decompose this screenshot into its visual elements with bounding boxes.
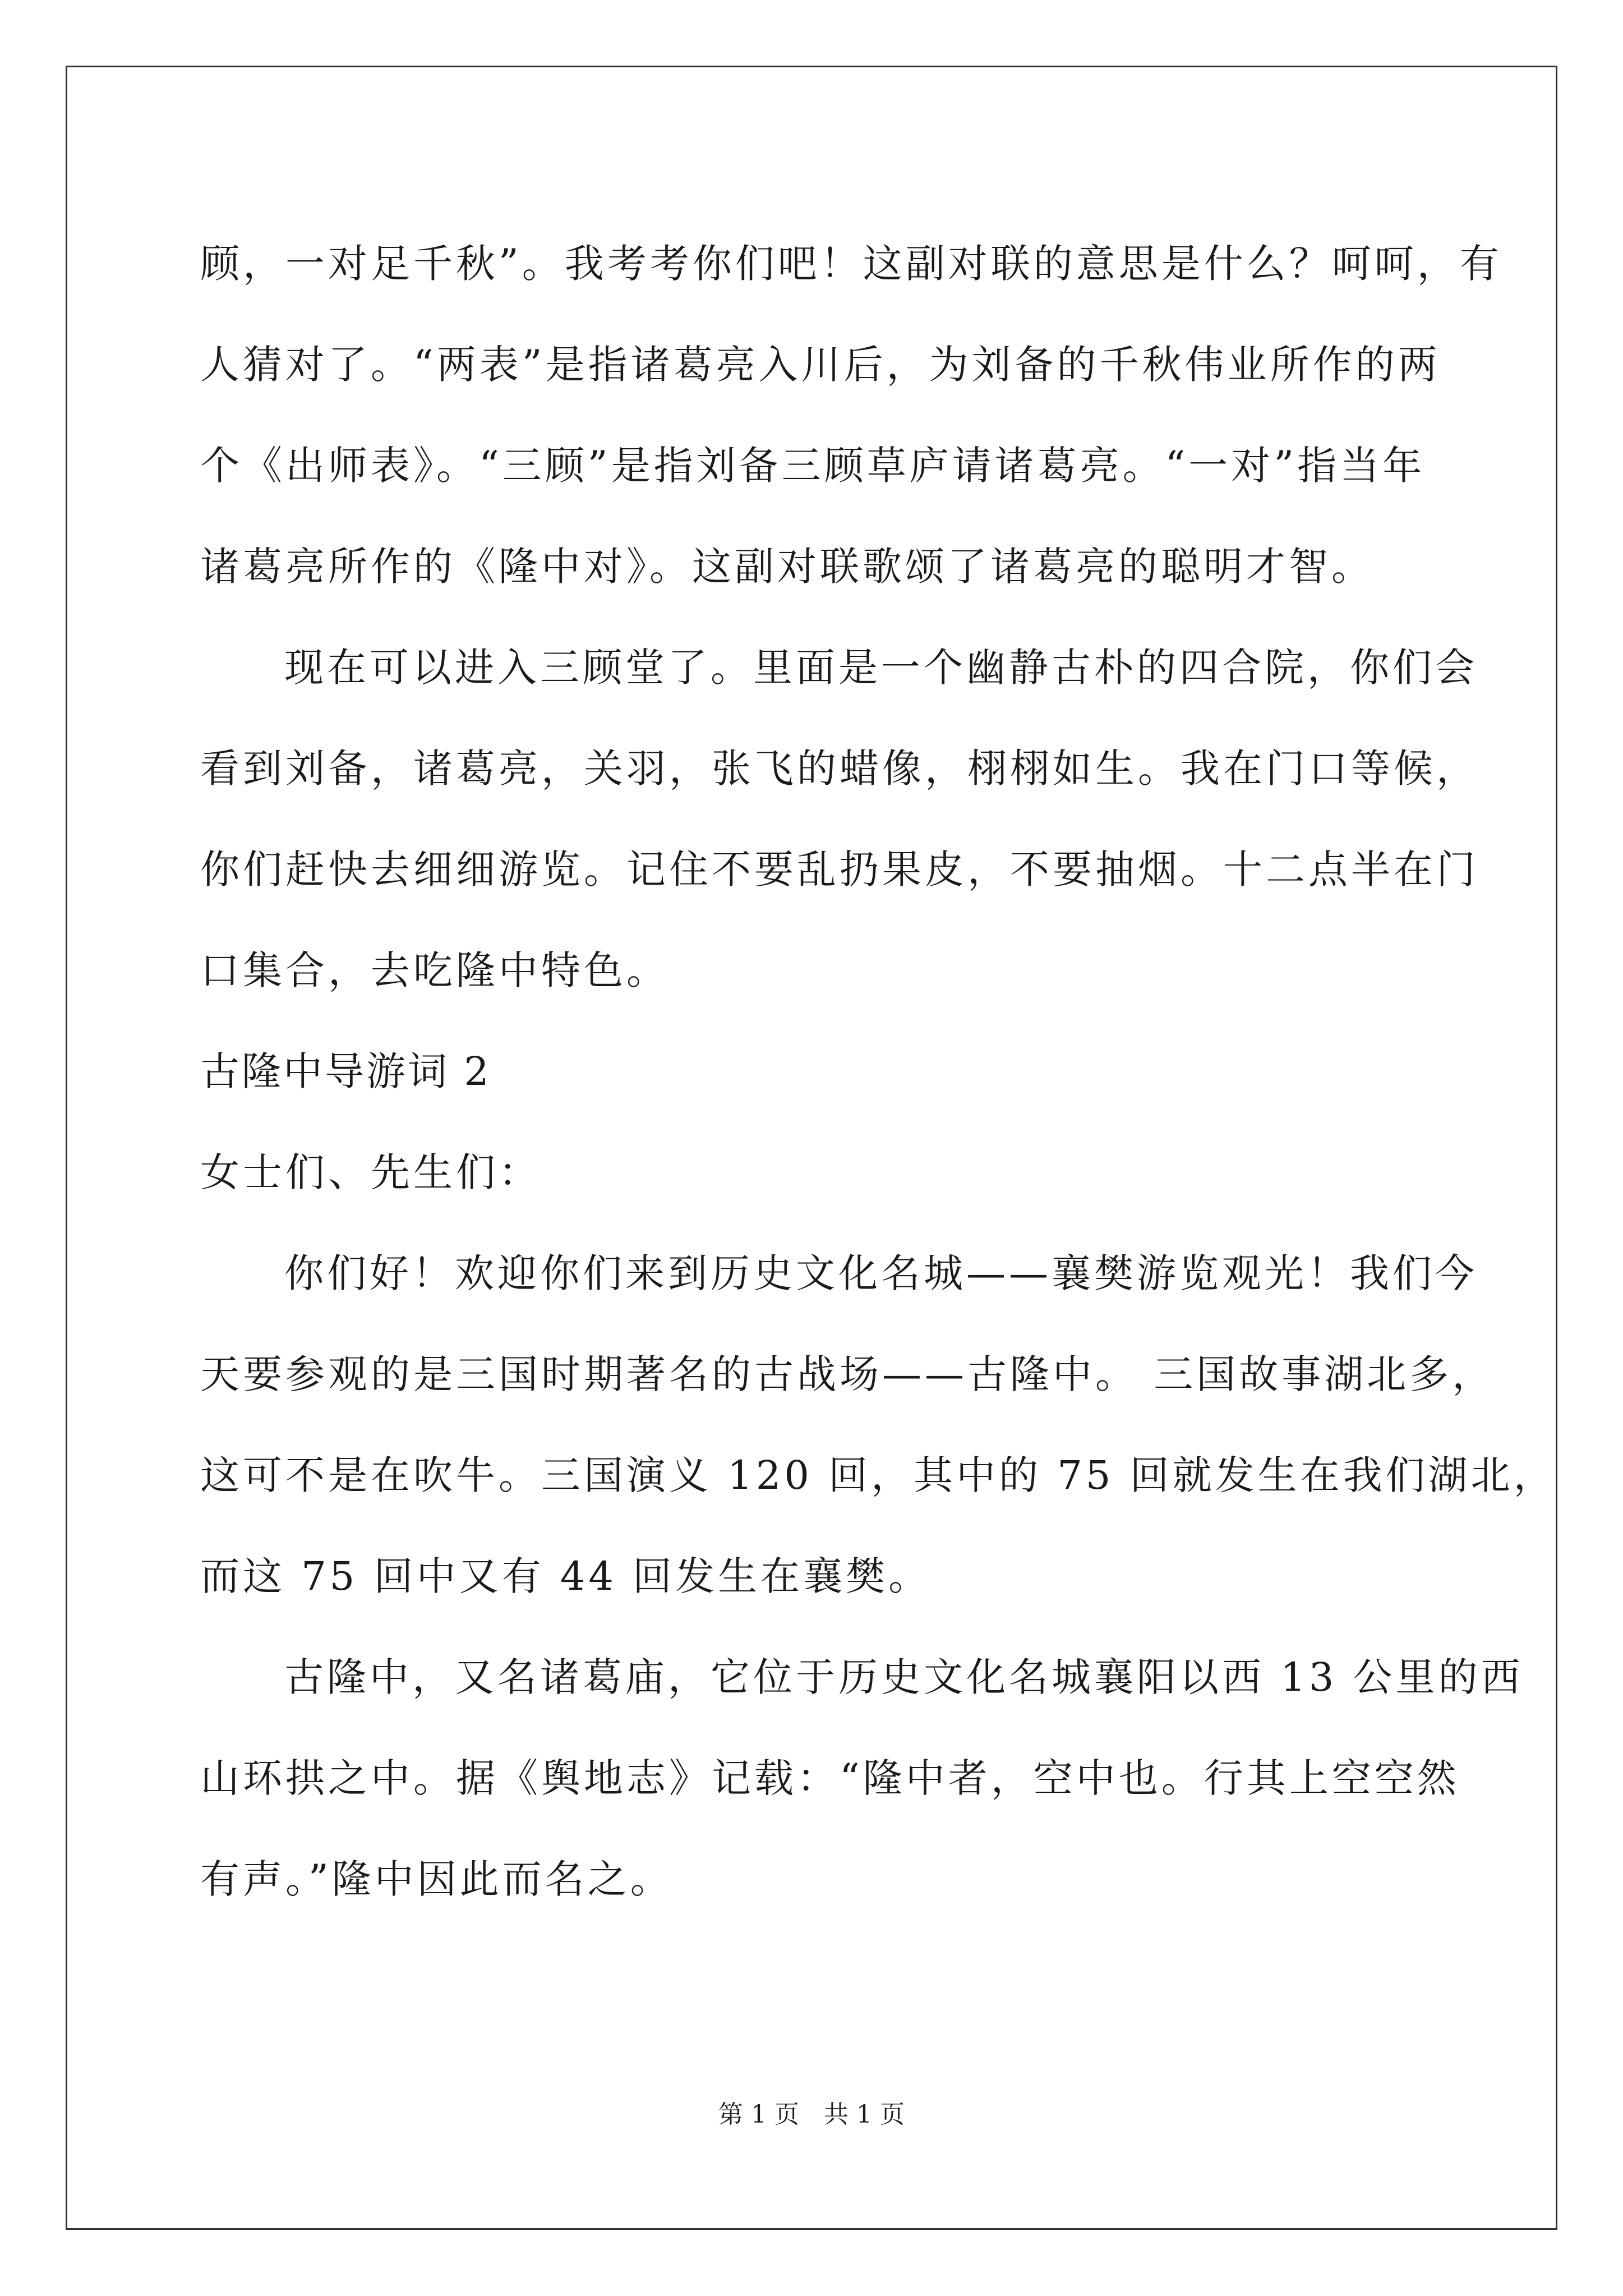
document-body [200, 213, 1556, 1930]
text-line: 顾，一对足千秋”。我考考你们吧！这副对联的意思是什么？呵呵，有 [200, 241, 1502, 287]
text-line: 山环拱之中。据《舆地志》记载：“隆中者，空中也。行其上空空然 [200, 1755, 1460, 1801]
text-line: 口集合，去吃隆中特色。 [200, 947, 669, 993]
text-line: 看到刘备，诸葛亮，关羽，张飞的蜡像，栩栩如生。我在门口等候， [200, 746, 1479, 792]
page-footer: 第 1 页 共 1 页 [718, 2100, 905, 2129]
text-line: 古隆中，又名诸葛庙，它位于历史文化名城襄阳以西 13 公里的西 [284, 1654, 1524, 1700]
text-line: 这可不是在吹牛。三国演义 120 回，其中的 75 回就发生在我们湖北， [200, 1452, 1556, 1498]
text-line: 诸葛亮所作的《隆中对》。这副对联歌颂了诸葛亮的聪明才智。 [200, 544, 1374, 590]
text-line: 个《出师表》。“三顾”是指刘备三顾草庐请诸葛亮。“一对”指当年 [200, 443, 1426, 489]
text-line: 有声。”隆中因此而名之。 [200, 1856, 673, 1902]
text-line: 你们好！欢迎你们来到历史文化名城——襄樊游览观光！我们今 [284, 1250, 1478, 1296]
section-heading: 古隆中导游词 2 [200, 1048, 491, 1094]
salutation: 女士们、先生们： [200, 1149, 541, 1195]
text-line: 你们赶快去细细游览。记住不要乱扔果皮，不要抽烟。十二点半在门 [200, 846, 1479, 892]
text-line: 而这 75 回中又有 44 回发生在襄樊。 [200, 1553, 932, 1599]
text-line: 人猜对了。“两表”是指诸葛亮入川后，为刘备的千秋伟业所作的两 [200, 342, 1441, 388]
text-line: 天要参观的是三国时期著名的古战场——古隆中。 三国故事湖北多， [200, 1351, 1495, 1397]
text-line: 现在可以进入三顾堂了。里面是一个幽静古朴的四合院，你们会 [284, 645, 1478, 691]
